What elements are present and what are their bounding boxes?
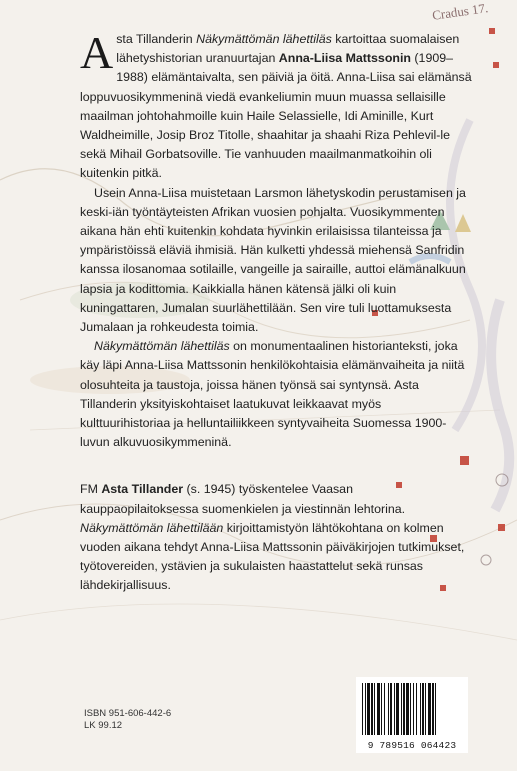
barcode-bar — [388, 683, 389, 735]
isbn-number: ISBN 951-606-442-6 — [84, 708, 172, 719]
barcode-number: 9 789516 064423 — [367, 740, 457, 751]
barcode-bar — [365, 683, 366, 735]
barcode-bar — [396, 683, 399, 735]
barcode-bar — [403, 683, 405, 735]
barcode-bar — [390, 683, 392, 735]
barcode-bar — [420, 683, 421, 735]
author-bio — [80, 480, 472, 595]
barcode-bar — [425, 683, 426, 735]
subject-name: Anna-Liisa Mattssonin — [278, 51, 411, 66]
book-title: Näkymättömän lähettiläs — [94, 339, 230, 354]
book-title: Näkymättömän lähettilään — [80, 520, 224, 535]
body-paragraph-2: Usein Anna-Liisa muistetaan Larsmon lähetyskodin perustamisen ja keski-iän työntäyteisten Afrikan vuosien pohjalta. Vuosikymmenten aikana hän ehti kuitenkin kohdata hyvinkin erilaisissa tilanteissa ja ympäristöissä eläviä ihmisiä. Hän kulketti yhdessä miehensä Sanfridin kanssa ilosanomaa sotilaille, vangeille ja sairaille, auttoi elämänalkuun lapsia ja kodittomia. Kaikkialla hänen kätensä jälki oli kuin kuningattaren, Jumalan suurlähettilään. Sen vire tuli luottamuksesta Jumalaan ja rohkeudesta toimia. — [80, 185, 466, 335]
body-paragraph-3-text: on monumentaalinen historianteksti, joka käy läpi Anna-Liisa Mattssonin henkilökohtaisia elämänvaiheita ja niitä olosuhteita ja taustoja, joissa hänen työnsä sai syntynsä. Asta Tillanderin yksityiskohtaiset laatukuvat leikkaavat myös kulttuurihistoriaa ja helluntailiikkeen syntyvaiheita Suomessa 1900-luvun alkuvuosikymmeninä. — [80, 339, 465, 450]
barcode-bar — [362, 683, 363, 735]
author-bio-text-1: (s. 1945) työskentelee Vaasan kauppaopilaitoksessa suomenkielen ja viestinnän lehtorina. — [80, 482, 406, 516]
intro-text-3: (1909–1988) elämäntaivalta, sen päiviä ja öitä. Anna-Liisa sai elämänsä loppuvuosikymmeninä viedä evankeliumin muun muassa sellaisille maailman johtohahmoille kuin Haile Selassielle, Idi Aminille, Kurt Waldheimille, Josip Broz Titolle, shaahitar ja shaahi Riza Pehlevil-le sekä Mihail Gorbatsoville. Tie vanhuuden maailmanmatkoihin oli kuitenkin pitkä. — [80, 51, 472, 181]
barcode-bar — [432, 683, 434, 735]
barcode-bar — [435, 683, 436, 735]
barcode-bar — [377, 683, 380, 735]
book-title: Näkymättömän lähettiläs — [196, 32, 332, 46]
author-name: Asta Tillander — [101, 482, 184, 497]
barcode-bar — [428, 683, 431, 735]
barcode-bar — [406, 683, 409, 735]
intro-paragraph — [80, 27, 472, 184]
barcode-bar — [410, 683, 411, 735]
barcode-bars — [356, 677, 468, 739]
back-cover-text — [80, 27, 472, 596]
author-bio-text-2: kirjoittamistyön lähtökohtana on kolmen vuoden aikana tehdyt Anna-Liisa Mattssonin päiväkirjojen tutkimukset, työtovereiden, ystävien ja sukulaisten haastattelut sekä runsas lähdekirjallisuus. — [80, 520, 465, 593]
barcode-bar — [416, 683, 417, 735]
drop-cap: A — [80, 27, 114, 78]
library-classification: LK 99.12 — [84, 720, 123, 731]
body-paragraph-3 — [80, 337, 472, 452]
barcode-bar — [394, 683, 395, 735]
barcode-bar — [401, 683, 402, 735]
isbn-block — [84, 708, 171, 732]
barcode — [356, 677, 468, 753]
barcode-bar — [422, 683, 424, 735]
barcode-bar — [381, 683, 382, 735]
barcode-bar — [413, 683, 414, 735]
author-bio-prefix: FM — [80, 482, 102, 497]
barcode-bar — [384, 683, 385, 735]
map-inscription: Cradus 17. — [431, 0, 490, 23]
intro-text-1: sta Tillanderin — [116, 32, 197, 46]
barcode-bar — [371, 683, 373, 735]
barcode-bar — [367, 683, 370, 735]
intro-text-2: kartoittaa suomalaisen lähetyshistorian uranuurtajan — [116, 32, 460, 66]
barcode-bar — [374, 683, 375, 735]
